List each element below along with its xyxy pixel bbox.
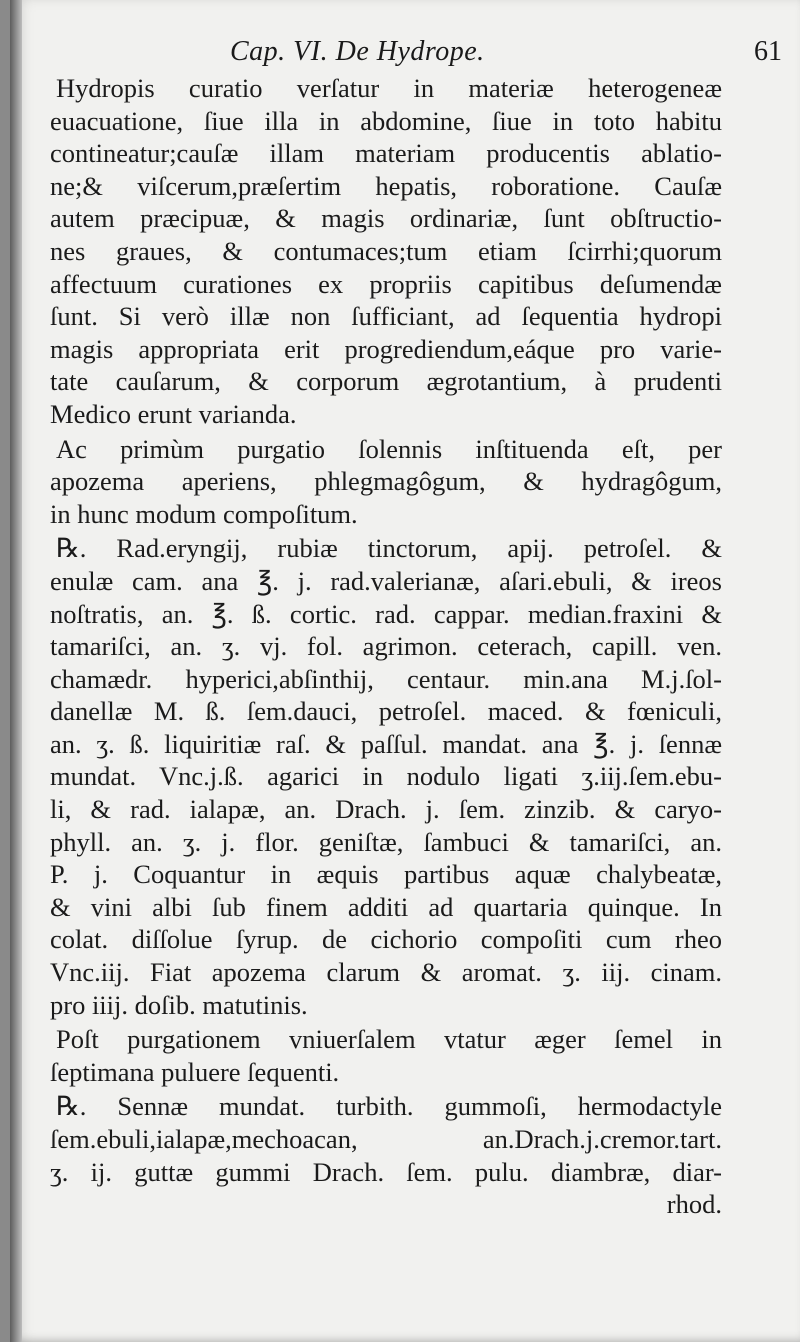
running-title: Cap. VI. De Hydrope.: [230, 36, 485, 67]
text-line: mundat. Vnc.j.ß. agarici in nodulo ligati ʒ.iij.ſem.ebu-: [50, 761, 722, 792]
page-number: 61: [754, 36, 782, 67]
text-line: Ac primùm purgatio ſolennis inſtituenda eſt, per: [56, 433, 722, 464]
body-text: [50, 72, 722, 1221]
text-line: Medico erunt varianda.: [50, 398, 297, 429]
text-line: apozema aperiens, phlegmagôgum, & hydragôgum,: [50, 466, 722, 497]
text-line: ſem.ebuli,ialapæ,mechoacan, an.Drach.j.cremor.tart.: [50, 1124, 722, 1154]
paragraph: [50, 72, 722, 431]
text-line: in hunc modum compoſitum.: [50, 498, 358, 529]
text-line: & vini albi ſub finem additi ad quartaria quinque. In: [50, 891, 722, 922]
text-line: colat. diſſolue ſyrup. de cichorio compoſiti cum rheo: [50, 924, 722, 955]
text-line: Vnc.iij. Fiat apozema clarum & aromat. ʒ. iij. cinam.: [50, 957, 722, 988]
text-line: tamariſci, an. ʒ. vj. fol. agrimon. ceterach, capill. ven.: [50, 631, 722, 662]
page-header: [230, 36, 782, 70]
text-line: pro iiij. doſib. matutinis.: [50, 989, 308, 1020]
text-line: an. ʒ. ß. liquiritiæ raſ. & paſſul. mandat. ana ℥. j. ſennæ: [50, 728, 722, 759]
catchword: rhod.: [666, 1189, 722, 1220]
text-line: chamædr. hyperici,abſinthij, centaur. min.ana M.j.ſol-: [50, 663, 722, 694]
text-line: ℞. Sennæ mundat. turbith. gummoſi, hermodactyle: [56, 1091, 722, 1122]
text-line: ℞. Rad.eryngij, rubiæ tinctorum, apij. petroſel. &: [56, 533, 722, 564]
text-line: magis appropriata erit progrediendum,eáque pro varie-: [50, 333, 722, 364]
text-line: ſunt. Si verò illæ non ſufficiant, ad ſequentia hydropi: [50, 301, 722, 332]
book-page: [10, 0, 800, 1342]
text-line: autem præcipuæ, & magis ordinariæ, ſunt obſtructio-: [50, 203, 722, 234]
prescription-paragraph: [50, 1090, 722, 1188]
text-line: Poſt purgationem vniuerſalem vtatur æger ſemel in: [56, 1024, 722, 1055]
text-line: danellæ M. ß. ſem.dauci, petroſel. maced. & fœniculi,: [50, 696, 722, 727]
text-line: P. j. Coquantur in æquis partibus aquæ chalybeatæ,: [50, 859, 722, 890]
text-line: ʒ. ij. guttæ gummi Drach. ſem. pulu. diambræ, diar-: [50, 1156, 722, 1187]
text-line: enulæ cam. ana ℥. j. rad.valerianæ, aſari.ebuli, & ireos: [50, 565, 722, 596]
paragraph: [50, 1023, 722, 1088]
text-line: tate cauſarum, & corporum ægrotantium, à prudenti: [50, 366, 722, 397]
text-line: affectuum curationes ex propriis capitibus deſumendæ: [50, 268, 722, 299]
text-line: noſtratis, an. ℥. ß. cortic. rad. cappar. median.fraxini &: [50, 598, 722, 629]
page-gutter-shadow: [10, 0, 22, 1342]
text-line: phyll. an. ʒ. j. flor. geniſtæ, ſambuci & tamariſci, an.: [50, 826, 722, 857]
text-line: li, & rad. ialapæ, an. Drach. j. ſem. zinzib. & caryo-: [50, 794, 722, 825]
text-line: ſeptimana puluere ſequenti.: [50, 1056, 340, 1087]
text-line: nes graues, & contumaces;tum etiam ſcirrhi;quorum: [50, 235, 722, 266]
prescription-paragraph: [50, 532, 722, 1021]
paragraph: [50, 433, 722, 531]
text-line: euacuatione, ſiue illa in abdomine, ſiue in toto habitu: [50, 105, 722, 136]
text-line: contineatur;cauſæ illam materiam producentis ablatio-: [50, 138, 722, 169]
text-line: ne;& viſcerum,præſertim hepatis, roboratione. Cauſæ: [50, 170, 722, 201]
text-line: Hydropis curatio verſatur in materiæ heterogeneæ: [56, 73, 722, 103]
